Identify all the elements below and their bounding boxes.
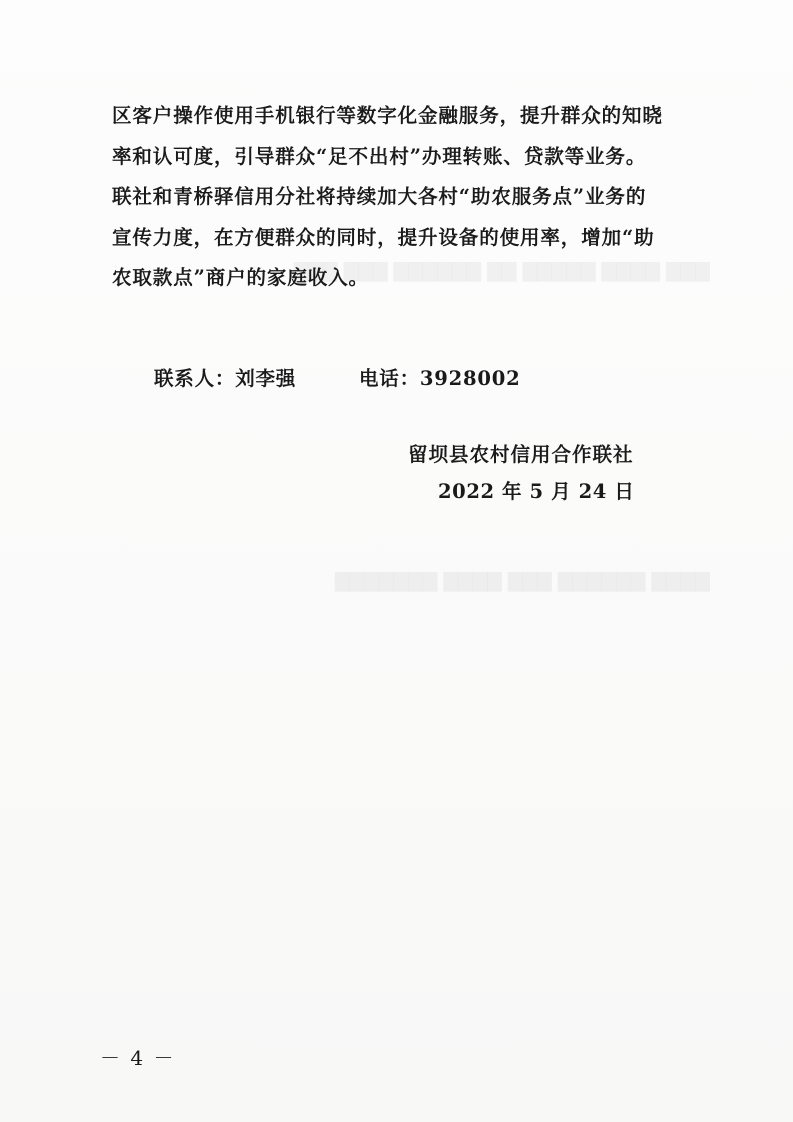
signature-date: 2022 年 5 月 24 日 bbox=[438, 480, 635, 503]
contact-info bbox=[154, 363, 521, 391]
signature-organization: 留坝县农村信用合作联社 bbox=[408, 443, 634, 466]
contact-phone: 电话：3928002 bbox=[359, 367, 521, 390]
body-line: 农取款点”商户的家庭收入。 bbox=[112, 266, 369, 289]
body-line: 宣传力度，在方便群众的同时，提升设备的使用率，增加“助 bbox=[112, 225, 655, 249]
body-line: 率和认可度，引导群众“足不出村”办理转账、贷款等业务。 bbox=[112, 144, 647, 168]
contact-person: 联系人：刘李强 bbox=[154, 367, 297, 390]
show-through-artifact-lower: ▇▇▇▇ ▇▇▇▇▇▇ ▇▇▇ ▇▇▇▇ ▇▇▇▇▇▇▇ bbox=[335, 570, 710, 592]
show-through-artifact: ▇▇▇ ▇▇▇▇ ▇▇▇▇▇ ▇▇ ▇▇▇▇▇▇ ▇▇▇ ▇▇▇ bbox=[293, 260, 710, 282]
body-line: 区客户操作使用手机银行等数字化金融服务，提升群众的知晓 bbox=[112, 104, 663, 127]
body-line: 联社和青桥驿信用分社将持续加大各村“助农服务点”业务的 bbox=[112, 185, 647, 208]
page-number: － 4 － bbox=[100, 1046, 176, 1070]
body-paragraph bbox=[112, 96, 702, 299]
